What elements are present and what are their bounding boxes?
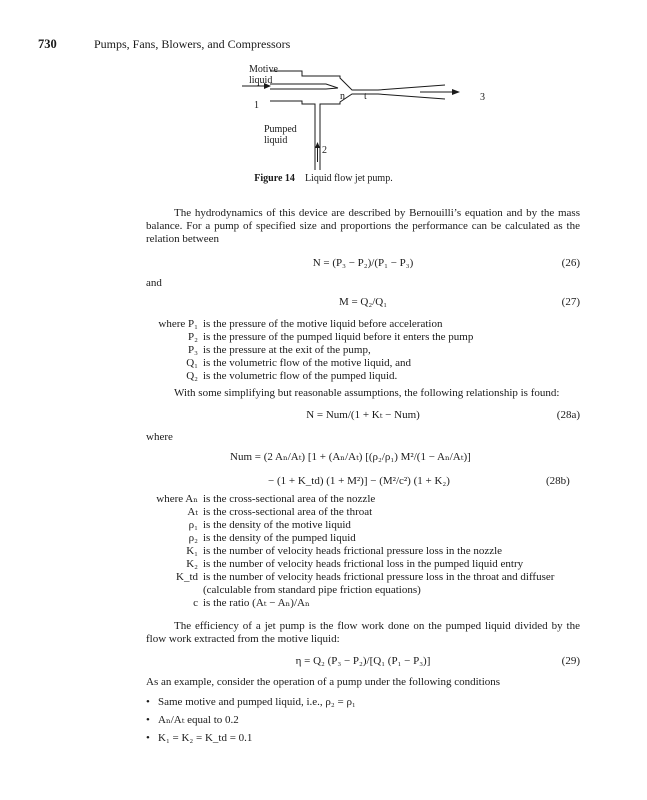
definition-text: is the volumetric flow of the motive liquid, and	[203, 357, 412, 369]
definition-label: K₂	[186, 558, 198, 570]
list-item	[146, 732, 252, 745]
figure-caption-text: Liquid flow jet pump.	[304, 173, 393, 184]
definition-text: is the pressure at the exit of the pump,	[203, 344, 371, 356]
equation-27-number: (27)	[561, 296, 580, 308]
bullet-dot: •	[146, 714, 150, 726]
figure-caption-label: Figure 14	[254, 173, 295, 184]
definition-text: is the number of velocity heads frictional loss in the pumped liquid entry	[203, 558, 524, 570]
throat-label: t	[364, 91, 367, 102]
definition-text: is the pressure of the motive liquid before acceleration	[203, 318, 443, 330]
efficiency-paragraph: The efficiency of a jet pump is the flow work done on the pumped liquid divided by the flow work extracted from the motive liquid:	[146, 620, 580, 645]
definition-text: is the density of the pumped liquid	[203, 532, 356, 544]
definition-ktd-continuation: (calculable from standard pipe friction equations)	[203, 584, 421, 596]
jet-pump-diagram	[240, 62, 510, 172]
definition-label: Q₁	[186, 357, 198, 369]
equation-28a-number: (28a)	[556, 409, 580, 421]
pumped-label-line2: liquid	[264, 135, 288, 146]
page-number: 730	[38, 37, 57, 51]
definition-p2	[146, 331, 580, 344]
definition-text: is the volumetric flow of the pumped liquid.	[203, 370, 398, 382]
example-paragraph: As an example, consider the operation of a pump under the following conditions	[146, 676, 501, 688]
simplifying-paragraph: With some simplifying but reasonable assumptions, the following relationship is found:	[174, 387, 560, 399]
equation-28b-number: (28b)	[546, 475, 570, 487]
pumped-label-line1: Pumped	[264, 124, 297, 135]
definition-text: is the density of the motive liquid	[203, 519, 351, 531]
list-item-text: K₁ = K₂ = K_td = 0.1	[158, 732, 253, 744]
definition-rho2	[146, 532, 580, 545]
and-text: and	[146, 277, 162, 289]
definition-label: ρ₁	[188, 519, 198, 531]
definition-label: K_td	[176, 571, 198, 583]
definition-label: where Aₙ	[156, 493, 198, 505]
outlet-flow-arrow	[420, 89, 460, 95]
definition-text: is the number of velocity heads frictional pressure loss in the throat and diffuser	[203, 571, 555, 583]
definition-text: is the cross-sectional area of the throat	[203, 506, 373, 518]
definition-label: where P₁	[158, 318, 198, 330]
list-item	[146, 714, 239, 727]
definition-label: P₃	[188, 344, 198, 356]
pumped-flow-arrow	[315, 142, 320, 162]
definition-label: c	[193, 597, 198, 609]
motive-label-line1: Motive	[249, 64, 278, 75]
definition-p1	[146, 318, 580, 331]
equation-26-number: (26)	[561, 257, 580, 269]
jet-pump-body	[270, 71, 445, 170]
equation-28b-line2: − (1 + K_td) (1 + M²)] − (M²/c²) (1 + K₂)	[268, 475, 450, 487]
definition-k1	[146, 545, 580, 558]
motive-label-line2: liquid	[249, 75, 273, 86]
definition-ktd	[146, 571, 580, 584]
definition-text: is the ratio (Aₜ − Aₙ)/Aₙ	[203, 597, 310, 609]
list-item-text: Same motive and pumped liquid, i.e., ρ₂ = ρ₁	[158, 696, 356, 708]
definition-q2	[146, 370, 580, 383]
definition-c	[146, 597, 580, 610]
definition-label: Q₂	[186, 370, 198, 382]
bullet-dot: •	[146, 696, 150, 708]
point-1-label: 1	[254, 100, 259, 111]
equation-26-body: N = (P₃ − P₂)/(P₁ − P₃)	[312, 257, 414, 269]
definition-label: ρ₂	[188, 532, 198, 544]
definition-at	[146, 506, 580, 519]
definition-rho1	[146, 519, 580, 532]
figure-caption	[0, 172, 647, 185]
definition-p3	[146, 344, 580, 357]
list-item	[146, 696, 356, 709]
definition-text: is the cross-sectional area of the nozzle	[203, 493, 376, 505]
equation-29-number: (29)	[561, 655, 580, 667]
definition-text: is the number of velocity heads frictional pressure loss in the nozzle	[203, 545, 503, 557]
list-item-text: Aₙ/Aₜ equal to 0.2	[158, 714, 239, 726]
definition-label: Aₜ	[187, 506, 198, 518]
where-text: where	[146, 431, 173, 443]
bullet-dot: •	[146, 732, 150, 744]
definition-k2	[146, 558, 580, 571]
running-head-title: Pumps, Fans, Blowers, and Compressors	[94, 37, 291, 51]
nozzle-label: n	[340, 91, 345, 102]
definition-q1	[146, 357, 580, 370]
point-2-label: 2	[322, 145, 327, 156]
definition-label: P₂	[188, 331, 198, 343]
definition-an	[146, 493, 580, 506]
intro-paragraph: The hydrodynamics of this device are described by Bernouilli’s equation and by the mass balance. For a pump of specified size and proportions the performance can be calculated as the relation between	[146, 207, 580, 245]
equation-28b-line1: Num = (2 Aₙ/Aₜ) [1 + (Aₙ/Aₜ) [(ρ₂/ρ₁) M²/(1 − Aₙ/Aₜ)]	[230, 451, 471, 463]
equation-29-body: η = Q₂ (P₃ − P₂)/[Q₁ (P₁ − P₃)]	[295, 655, 431, 667]
definition-label: K₁	[186, 545, 198, 557]
equation-27-body: M = Q₂/Q₁	[338, 296, 388, 308]
definition-text: is the pressure of the pumped liquid before it enters the pump	[203, 331, 474, 343]
equation-28a-body: N = Num/(1 + Kₜ − Num)	[306, 409, 420, 421]
point-3-label: 3	[480, 92, 485, 103]
